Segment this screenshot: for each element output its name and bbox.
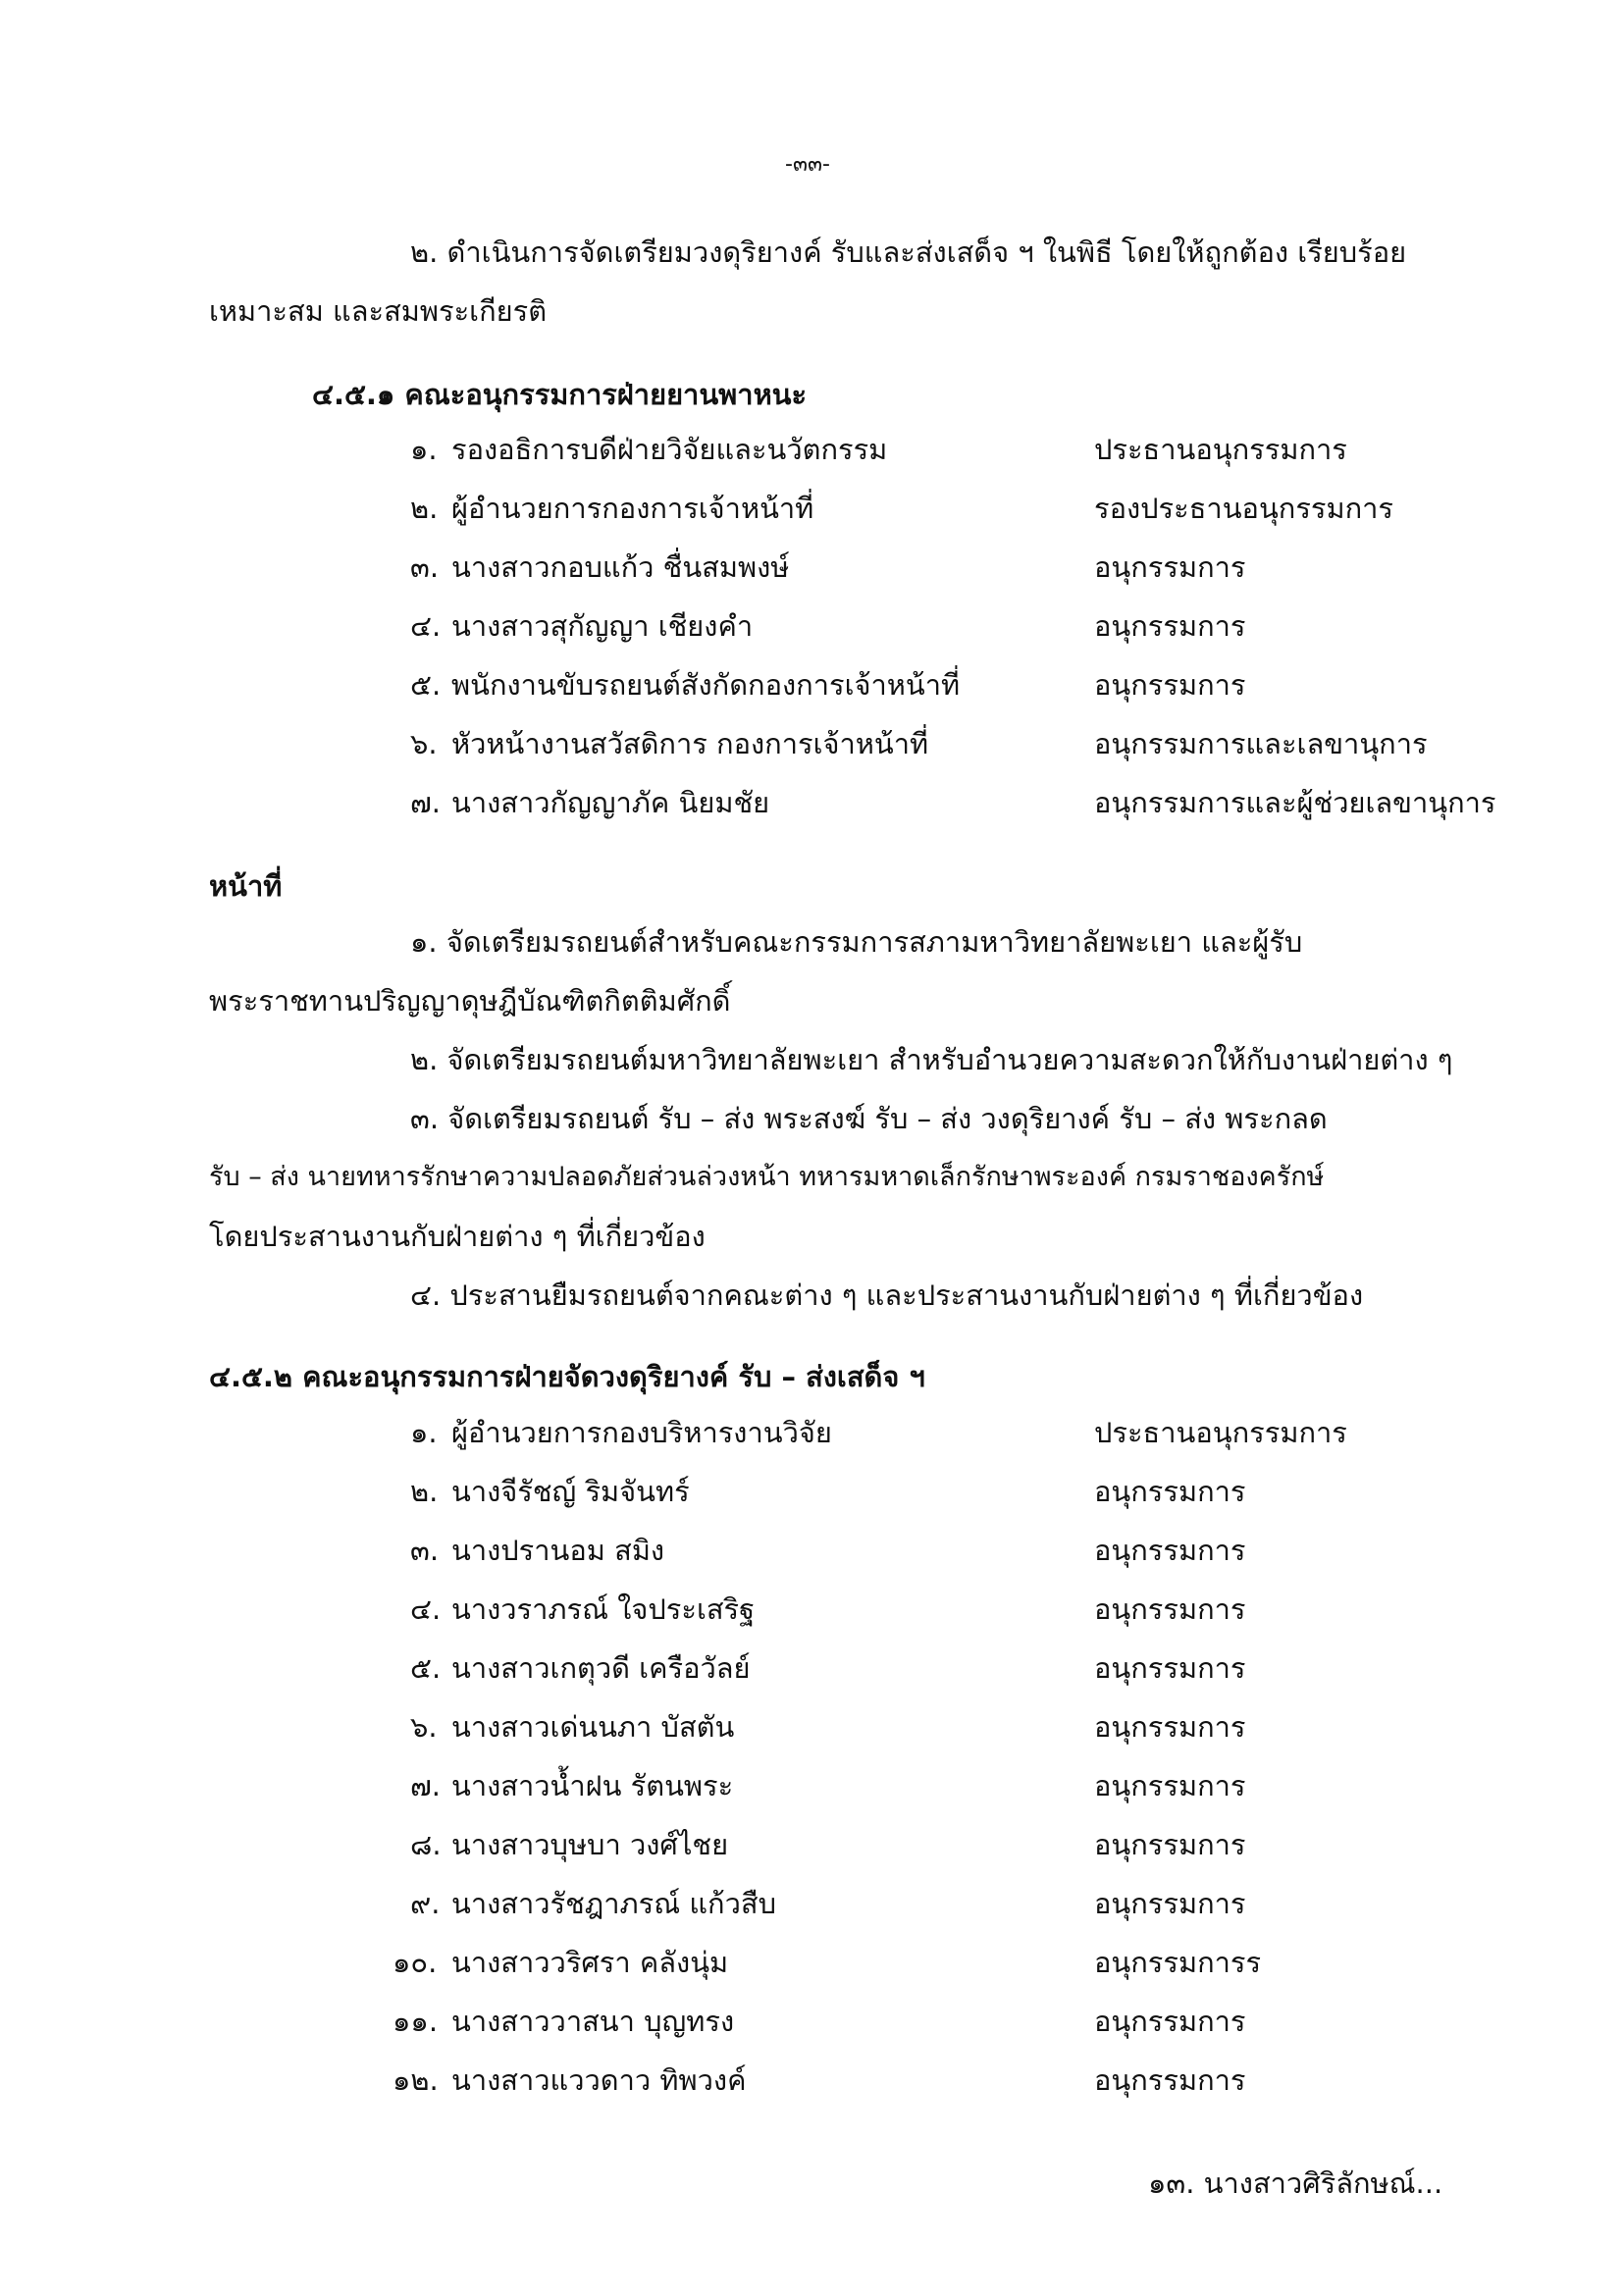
- member-number: ๗.: [410, 786, 442, 819]
- member-role: อนุกรรมการ: [1094, 1710, 1246, 1744]
- footer-continuation: ๑๓. นางสาวศิริลักษณ์...: [1148, 2166, 1443, 2200]
- member-role: อนุกรรมการร: [1094, 1946, 1262, 1979]
- member-name: นางสาววริศรา คลังนุ่ม: [451, 1946, 729, 1979]
- member-name: นางสาววาสนา บุญทรง: [451, 2005, 735, 2038]
- duty-3-line-1: ๓. จัดเตรียมรถยนต์ รับ – ส่ง พระสงฆ์ รับ – ส่ง วงดุริยางค์ รับ – ส่ง พระกลด: [410, 1102, 1328, 1135]
- duties-heading: หน้าที่: [209, 869, 283, 903]
- member-number: ๕.: [410, 1651, 442, 1685]
- member-number: ๔.: [410, 609, 442, 643]
- member-role: รองประธานอนุกรรมการ: [1094, 492, 1394, 525]
- duty-3-line-2: รับ – ส่ง นายทหารรักษาความปลอดภัยส่วนล่วงหน้า ทหารมหาดเล็กรักษาพระองค์ กรมราชองครักษ์: [209, 1162, 1325, 1192]
- member-role: อนุกรรมการ: [1094, 1769, 1246, 1802]
- member-name: นางปรานอม สมิง: [451, 1534, 665, 1567]
- section2-heading: ๔.๕.๒ คณะอนุกรรมการฝ่ายจัดวงดุริยางค์ รับ – ส่งเสด็จ ฯ: [209, 1360, 925, 1393]
- member-number: ๕.: [410, 668, 442, 702]
- member-name: นางสาวเกตุวดี เครือวัลย์: [451, 1651, 751, 1685]
- member-role: อนุกรรมการและเลขานุการ: [1094, 727, 1428, 760]
- duty-1-line-1: ๑. จัดเตรียมรถยนต์สำหรับคณะกรรมการสภามหาวิทยาลัยพะเยา และผู้รับ: [410, 925, 1303, 959]
- member-name: หัวหน้างานสวัสดิการ กองการเจ้าหน้าที่: [451, 727, 929, 760]
- member-number: ๖.: [410, 727, 438, 760]
- duty-2: ๒. จัดเตรียมรถยนต์มหาวิทยาลัยพะเยา สำหรับอำนวยความสะดวกให้กับงานฝ่ายต่าง ๆ: [410, 1043, 1453, 1076]
- member-name: ผู้อำนวยการกองบริหารงานวิจัย: [451, 1416, 832, 1449]
- member-number: ๑๐.: [393, 1946, 438, 1979]
- member-number: ๑.: [410, 433, 438, 466]
- member-number: ๙.: [410, 1887, 441, 1920]
- intro-line-2: เหมาะสม และสมพระเกียรติ: [209, 294, 548, 328]
- member-role: ประธานอนุกรรมการ: [1094, 1416, 1347, 1449]
- member-number: ๒.: [410, 1475, 439, 1508]
- duty-4: ๔. ประสานยืมรถยนต์จากคณะต่าง ๆ และประสานงานกับฝ่ายต่าง ๆ ที่เกี่ยวข้อง: [410, 1278, 1364, 1312]
- intro-line-1: ๒. ดำเนินการจัดเตรียมวงดุริยางค์ รับและส่งเสด็จ ฯ ในพิธี โดยให้ถูกต้อง เรียบร้อย: [410, 235, 1407, 269]
- member-name: นางสาวบุษบา วงศ์ไชย: [451, 1828, 729, 1861]
- member-name: นางสาวน้ำฝน รัตนพระ: [451, 1769, 734, 1802]
- member-number: ๗.: [410, 1769, 442, 1802]
- member-number: ๓.: [410, 1534, 440, 1567]
- member-name: นางสาวรัชฎาภรณ์ แก้วสืบ: [451, 1887, 777, 1920]
- member-role: อนุกรรมการ: [1094, 1887, 1246, 1920]
- duty-3-line-3: โดยประสานงานกับฝ่ายต่าง ๆ ที่เกี่ยวข้อง: [209, 1220, 706, 1253]
- member-role: อนุกรรมการ: [1094, 1592, 1246, 1626]
- member-role: อนุกรรมการ: [1094, 609, 1246, 643]
- member-role: อนุกรรมการ: [1094, 1651, 1246, 1685]
- member-name: นางสาวกอบแก้ว ชื่นสมพงษ์: [451, 550, 790, 584]
- member-name: พนักงานขับรถยนต์สังกัดกองการเจ้าหน้าที่: [451, 668, 961, 702]
- duty-1-line-2: พระราชทานปริญญาดุษฎีบัณฑิตกิตติมศักดิ์: [209, 984, 731, 1018]
- member-name: นางสาวสุกัญญา เชียงคำ: [451, 609, 754, 643]
- member-role: อนุกรรมการ: [1094, 550, 1246, 584]
- member-number: ๑๒.: [393, 2063, 439, 2097]
- member-role: ประธานอนุกรรมการ: [1094, 433, 1347, 466]
- member-number: ๑๑.: [393, 2005, 439, 2038]
- member-number: ๘.: [410, 1828, 442, 1861]
- member-name: นางสาวกัญญาภัค นิยมชัย: [451, 786, 770, 819]
- member-role: อนุกรรมการ: [1094, 2063, 1246, 2097]
- member-role: อนุกรรมการ: [1094, 1534, 1246, 1567]
- member-role: อนุกรรมการและผู้ช่วยเลขานุการ: [1094, 786, 1496, 819]
- member-role: อนุกรรมการ: [1094, 1475, 1246, 1508]
- section1-heading: ๔.๕.๑ คณะอนุกรรมการฝ่ายยานพาหนะ: [312, 378, 808, 411]
- member-role: อนุกรรมการ: [1094, 2005, 1246, 2038]
- member-number: ๑.: [410, 1416, 438, 1449]
- member-name: นางสาวแววดาว ทิพวงค์: [451, 2063, 747, 2097]
- member-name: ผู้อำนวยการกองการเจ้าหน้าที่: [451, 492, 814, 525]
- member-name: นางวราภรณ์ ใจประเสริฐ: [451, 1592, 756, 1626]
- member-number: ๒.: [410, 492, 439, 525]
- member-name: รองอธิการบดีฝ่ายวิจัยและนวัตกรรม: [451, 433, 888, 466]
- member-name: นางสาวเด่นนภา บัสตัน: [451, 1710, 735, 1744]
- member-number: ๔.: [410, 1592, 442, 1626]
- member-number: ๖.: [410, 1710, 438, 1744]
- member-role: อนุกรรมการ: [1094, 1828, 1246, 1861]
- page-number: -๓๓-: [785, 152, 830, 177]
- member-number: ๓.: [410, 550, 440, 584]
- member-role: อนุกรรมการ: [1094, 668, 1246, 702]
- member-name: นางจีรัชญ์ ริมจันทร์: [451, 1475, 690, 1508]
